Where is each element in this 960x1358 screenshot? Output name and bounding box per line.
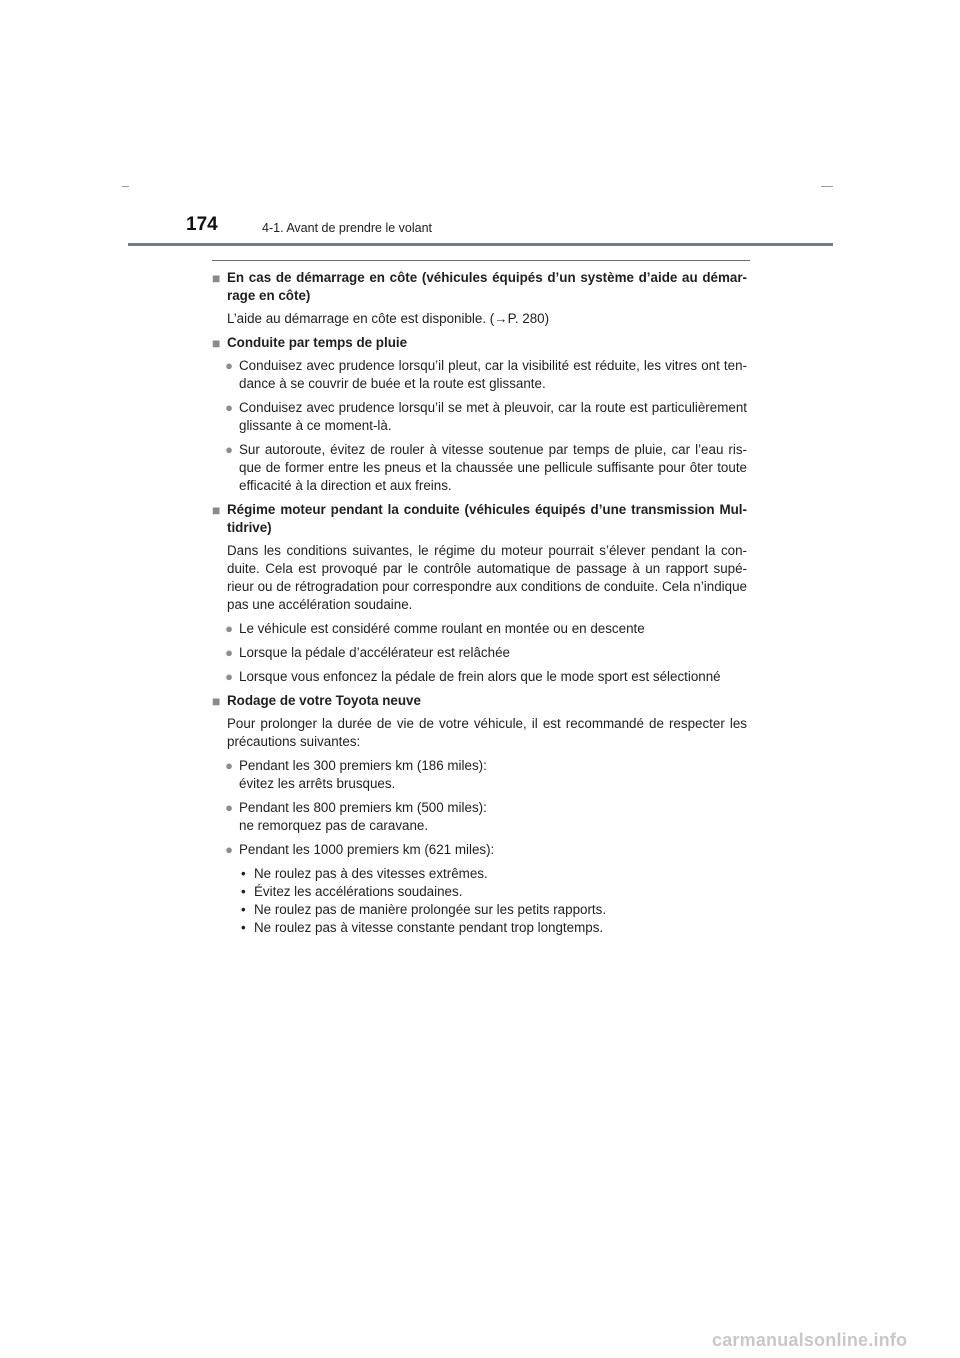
circle-bullet-icon: ● (225, 400, 233, 415)
list-item-line: Pendant les 800 premiers km (500 miles): (239, 800, 487, 815)
section-heading (212, 692, 747, 710)
sub-list-item (239, 919, 747, 937)
list-item (212, 841, 747, 859)
list-item (212, 399, 747, 435)
sub-list-item-text: Ne roulez pas de manière prolongée sur les petits rapports. (254, 902, 607, 917)
square-bullet-icon: ■ (212, 693, 221, 709)
circle-bullet-icon: ● (225, 358, 233, 373)
list-item-text: Conduisez avec prudence lorsqu’il se met à pleuvoir, car la route est particulièrement glissante à ce moment-là. (239, 400, 747, 433)
sub-list-item-text: Évitez les accélérations soudaines. (254, 884, 463, 899)
section-heading (212, 501, 747, 537)
page-number: 174 (186, 214, 218, 235)
list-item-text: Le véhicule est considéré comme roulant en montée ou en descente (239, 621, 645, 636)
dot-bullet-icon: • (241, 920, 246, 935)
sub-list-item (239, 883, 747, 901)
square-bullet-icon: ■ (212, 270, 221, 286)
list-item (212, 620, 747, 638)
square-bullet-icon: ■ (212, 335, 221, 351)
list-item (212, 668, 747, 686)
circle-bullet-icon: ● (225, 800, 233, 815)
list-item-line: évitez les arrêts brusques. (239, 776, 396, 791)
watermark: carmanualsonline.info (712, 1330, 908, 1350)
list-item-text: Conduisez avec prudence lorsqu’il pleut, car la visibilité est réduite, les vitres ont ten-dance à se couvrir de buée et la route est glissante. (239, 358, 747, 391)
list-item-text (239, 757, 747, 793)
section-heading (212, 269, 747, 305)
square-bullet-icon: ■ (212, 502, 221, 518)
list-item (212, 644, 747, 662)
sub-list-item (239, 901, 747, 919)
list-item (212, 799, 747, 835)
page-content (212, 269, 747, 943)
sub-list-item (239, 865, 747, 883)
circle-bullet-icon: ● (225, 645, 233, 660)
content-divider (212, 260, 750, 261)
list-item (212, 441, 747, 495)
list-item-line: ne remorquez pas de caravane. (239, 818, 429, 833)
list-item-text: Pendant les 1000 premiers km (621 miles): (239, 842, 495, 857)
circle-bullet-icon: ● (225, 621, 233, 636)
dot-bullet-icon: • (241, 866, 246, 881)
circle-bullet-icon: ● (225, 442, 233, 457)
crop-mark-left (122, 186, 129, 187)
paragraph: L’aide au démarrage en côte est disponible. (→P. 280) (227, 311, 550, 326)
circle-bullet-icon: ● (225, 669, 233, 684)
section-heading (212, 334, 747, 352)
list-item (212, 757, 747, 793)
list-item (212, 357, 747, 393)
section-heading-text: Rodage de votre Toyota neuve (227, 693, 421, 708)
list-item-text (239, 799, 747, 835)
header-divider (128, 243, 833, 246)
sub-list-item-text: Ne roulez pas à des vitesses extrêmes. (254, 866, 488, 881)
section-heading-text: En cas de démarrage en côte (véhicules équipés d’un système d’aide au démar-rage en côte) (227, 270, 747, 303)
list-item-text: Lorsque vous enfoncez la pédale de frein alors que le mode sport est sélectionné (239, 669, 721, 684)
list-item-text: Sur autoroute, évitez de rouler à vitesse soutenue par temps de pluie, car l’eau ris-que de former entre les pneus et la chaussée une pellicule suffisante pour ôter toute efficacité à la direction et aux freins. (239, 442, 747, 493)
list-item-line: Pendant les 300 premiers km (186 miles): (239, 758, 487, 773)
section-heading-text: Régime moteur pendant la conduite (véhicules équipés d’une transmission Mul-tidrive) (227, 502, 747, 535)
circle-bullet-icon: ● (225, 842, 233, 857)
section-title: 4-1. Avant de prendre le volant (262, 221, 433, 235)
dot-bullet-icon: • (241, 902, 246, 917)
sub-list (212, 865, 747, 937)
dot-bullet-icon: • (241, 884, 246, 899)
section-heading-text: Conduite par temps de pluie (227, 335, 408, 350)
crop-mark-right (821, 186, 833, 187)
paragraph: Pour prolonger la durée de vie de votre véhicule, il est recommandé de respecter les précautions suivantes: (227, 716, 747, 749)
list-item-text: Lorsque la pédale d’accélérateur est relâchée (239, 645, 510, 660)
circle-bullet-icon: ● (225, 758, 233, 773)
paragraph: Dans les conditions suivantes, le régime du moteur pourrait s’élever pendant la con-duite. Cela est provoqué par le contrôle automatique de passage à un rapport supé-rieur ou de rétrogradation pour correspondre aux conditions de conduite. Cela n’indique pas une accélération soudaine. (227, 543, 747, 612)
sub-list-item-text: Ne roulez pas à vitesse constante pendant trop longtemps. (254, 920, 604, 935)
